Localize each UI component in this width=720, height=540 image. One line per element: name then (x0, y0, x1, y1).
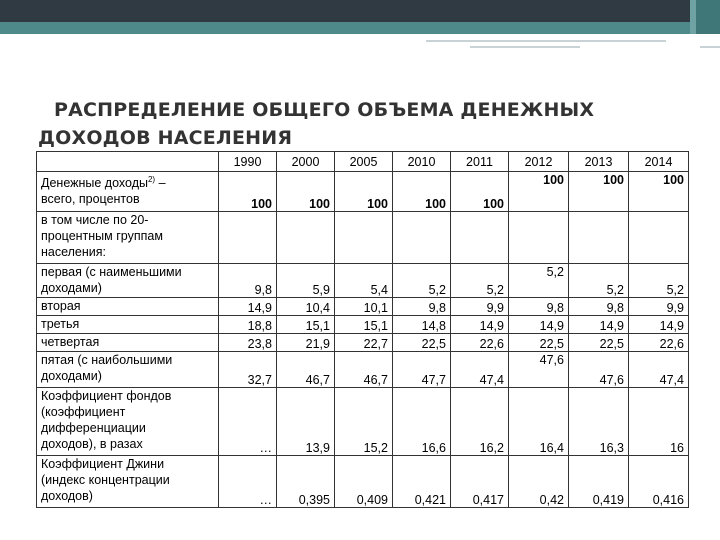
table-cell: 10,1 (335, 298, 393, 316)
table-cell: 16,4 (509, 388, 569, 456)
table-cell: 14,9 (451, 316, 509, 334)
label-text: в том числе по 20- (41, 213, 149, 227)
income-distribution-table (36, 151, 689, 508)
table-cell: 0,395 (277, 456, 335, 508)
label-text: (индекс концентрации (41, 473, 170, 487)
row-income-total (37, 172, 689, 212)
table-cell: 47,4 (629, 352, 689, 388)
table-cell: 18,8 (219, 316, 277, 334)
table-cell: 100 (335, 172, 393, 212)
row-label: третья (37, 316, 219, 334)
label-text: населения: (41, 245, 107, 259)
year-header: 2010 (393, 152, 451, 172)
year-header: 2005 (335, 152, 393, 172)
slide-title-line1: РАСПРЕДЕЛЕНИЕ ОБЩЕГО ОБЪЕМА ДЕНЕЖНЫХ (54, 99, 595, 121)
table-cell: 0,42 (509, 456, 569, 508)
header-empty (37, 152, 219, 172)
row-label (37, 388, 219, 456)
year-header: 2000 (277, 152, 335, 172)
table-cell: 14,9 (509, 316, 569, 334)
table-cell: 100 (393, 172, 451, 212)
table-cell: 10,4 (277, 298, 335, 316)
table-cell: 13,9 (277, 388, 335, 456)
label-text: доходами) (41, 369, 102, 383)
table-cell: 47,6 (509, 352, 569, 388)
table-cell: 21,9 (277, 334, 335, 352)
table-cell: 100 (277, 172, 335, 212)
table-cell: 14,9 (629, 316, 689, 334)
table-cell: 47,4 (451, 352, 509, 388)
table-cell: 32,7 (219, 352, 277, 388)
table-cell: … (219, 456, 277, 508)
table-cell: 23,8 (219, 334, 277, 352)
table-cell: 0,416 (629, 456, 689, 508)
year-header: 2012 (509, 152, 569, 172)
table-cell: 0,421 (393, 456, 451, 508)
table-cell: 9,8 (569, 298, 629, 316)
label-text: (коэффициент (41, 405, 126, 419)
table-cell: 0,419 (569, 456, 629, 508)
row-fifth-quintile (37, 352, 689, 388)
table-cell: 5,9 (277, 264, 335, 298)
label-text: всего, процентов (41, 192, 140, 207)
table-cell: 9,9 (451, 298, 509, 316)
table-cell: 9,9 (629, 298, 689, 316)
table-cell: 14,8 (393, 316, 451, 334)
row-first-quintile (37, 264, 689, 298)
table-cell: 16,2 (451, 388, 509, 456)
year-header: 2013 (569, 152, 629, 172)
table-cell: 9,8 (509, 298, 569, 316)
row-fourth-quintile (37, 334, 689, 352)
row-label (37, 264, 219, 298)
table-cell: 5,2 (509, 264, 569, 298)
year-header: 1990 (219, 152, 277, 172)
table-cell: … (219, 388, 277, 456)
year-header: 2011 (451, 152, 509, 172)
table-cell: 22,5 (509, 334, 569, 352)
table-cell: 5,2 (393, 264, 451, 298)
table-cell: 14,9 (219, 298, 277, 316)
table-cell: 16,6 (393, 388, 451, 456)
table-cell: 22,6 (451, 334, 509, 352)
table-cell: 0,417 (451, 456, 509, 508)
table-cell: 16 (629, 388, 689, 456)
table-cell: 14,9 (569, 316, 629, 334)
table-cell: 5,2 (451, 264, 509, 298)
table-cell: 100 (629, 172, 689, 212)
decor-rule-2 (470, 46, 580, 48)
label-text: процентным группам (41, 229, 163, 243)
slide-title-line2: ДОХОДОВ НАСЕЛЕНИЯ (38, 127, 293, 149)
row-label (37, 212, 219, 264)
label-text: доходов), в разах (41, 437, 143, 451)
label-text: Денежные доходы (41, 176, 148, 191)
table-cell: 46,7 (277, 352, 335, 388)
label-text: Коэффициент фондов (41, 389, 172, 403)
label-text: Коэффициент Джини (41, 457, 165, 471)
row-label: четвертая (37, 334, 219, 352)
row-label (37, 172, 219, 212)
table-cell: 22,5 (393, 334, 451, 352)
footnote-mark: 2) (147, 175, 156, 184)
table-cell: 5,4 (335, 264, 393, 298)
label-text: пятая (с наибольшими (41, 353, 173, 367)
table-cell: 100 (219, 172, 277, 212)
label-text: доходами) (41, 281, 102, 295)
header-band-dark (0, 0, 720, 22)
table-cell: 22,6 (629, 334, 689, 352)
row-label (37, 352, 219, 388)
label-text: дифференциации (41, 421, 146, 435)
table-cell: 5,2 (629, 264, 689, 298)
table-cell: 15,1 (335, 316, 393, 334)
label-text: доходов) (41, 489, 93, 503)
table-cell: 47,7 (393, 352, 451, 388)
table-cell: 100 (509, 172, 569, 212)
row-label: вторая (37, 298, 219, 316)
table-cell: 0,409 (335, 456, 393, 508)
row-groups-heading (37, 212, 689, 264)
table-cell: 15,1 (277, 316, 335, 334)
table-cell: 100 (451, 172, 509, 212)
table-cell: 46,7 (335, 352, 393, 388)
row-second-quintile (37, 298, 689, 316)
header-row (37, 152, 689, 172)
table-cell: 9,8 (393, 298, 451, 316)
header-band-teal (0, 22, 720, 34)
table-cell: 22,7 (335, 334, 393, 352)
label-text: первая (с наименьшими (41, 265, 182, 279)
row-funds-coefficient (37, 388, 689, 456)
year-header: 2014 (629, 152, 689, 172)
header-band-notch (690, 0, 696, 34)
table-cell: 100 (569, 172, 629, 212)
decor-rule-1 (426, 40, 666, 42)
table-cell: 5,2 (569, 264, 629, 298)
row-gini-coefficient (37, 456, 689, 508)
label-text: – (155, 176, 166, 191)
table-cell: 22,5 (569, 334, 629, 352)
slide-title (0, 96, 720, 152)
decor-rule-3 (700, 46, 720, 48)
table-cell: 15,2 (335, 388, 393, 456)
row-label (37, 456, 219, 508)
row-third-quintile (37, 316, 689, 334)
table-cell: 16,3 (569, 388, 629, 456)
table-cell: 47,6 (569, 352, 629, 388)
table-cell: 9,8 (219, 264, 277, 298)
